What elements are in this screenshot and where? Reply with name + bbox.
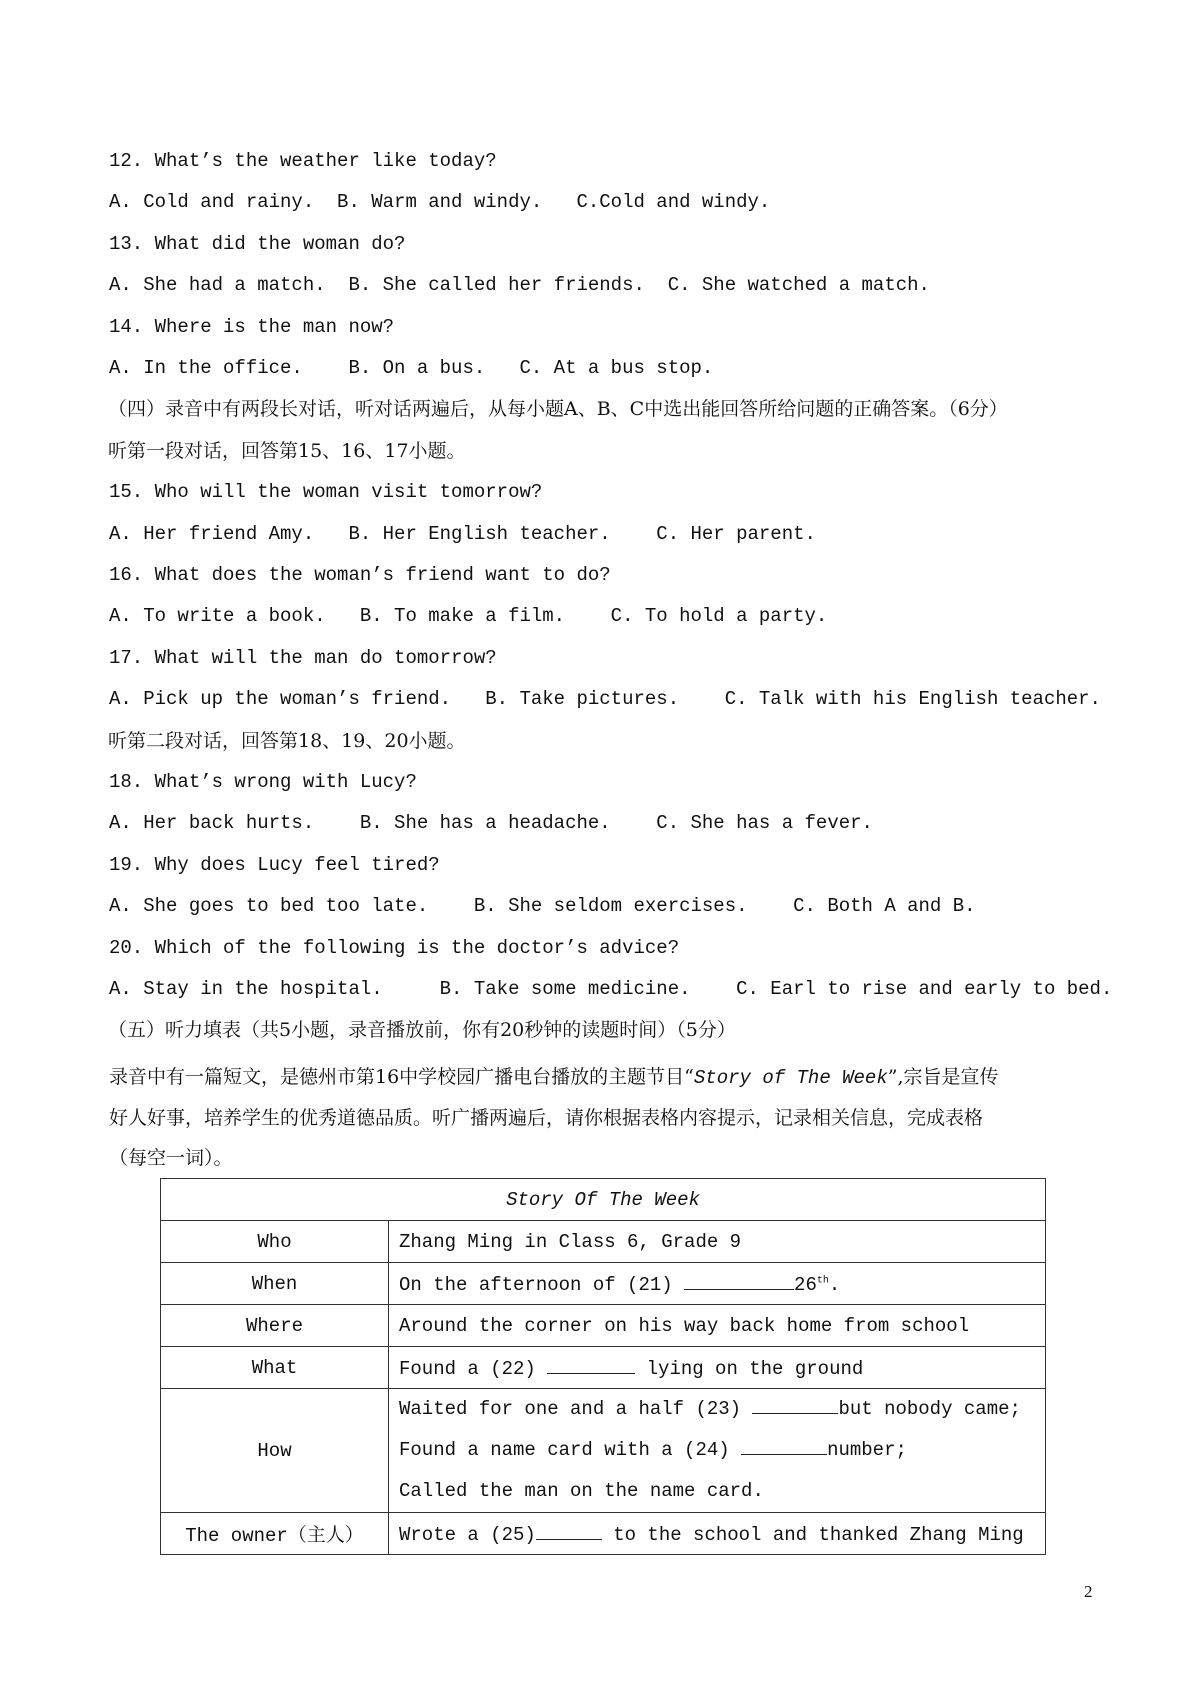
- options-line: A. Her friend Amy. B. Her English teacher. C. Her parent.: [109, 523, 816, 545]
- owner-prefix: Wrote a (25): [399, 1524, 536, 1546]
- what-suffix: lying on the ground: [635, 1358, 864, 1380]
- when-day: 26: [794, 1274, 817, 1296]
- how-line-1: [399, 1389, 1035, 1430]
- section-instruction: 听第一段对话，回答第15、16、17小题。: [108, 440, 466, 462]
- question-line: 19. Why does Lucy feel tired?: [109, 854, 440, 876]
- page-number: 2: [1084, 1582, 1093, 1601]
- section-instruction: （四）录音中有两段长对话，听对话两遍后，从每小题A、B、C中选出能回答所给问题的正确答案。（6分）: [108, 398, 1008, 420]
- options-line: A. She goes to bed too late. B. She seldom exercises. C. Both A and B.: [109, 895, 976, 917]
- blank-25[interactable]: [536, 1521, 602, 1540]
- question-line: 18. What’s wrong with Lucy?: [109, 771, 417, 793]
- what-label: What: [161, 1347, 389, 1389]
- how-line-3: Called the man on the name card.: [399, 1480, 764, 1502]
- options-line: A. Cold and rainy. B. Warm and windy. C.Cold and windy.: [109, 191, 771, 213]
- options-line: A. Her back hurts. B. She has a headache. C. She has a fever.: [109, 812, 873, 834]
- question-line: 17. What will the man do tomorrow?: [109, 647, 497, 669]
- owner-label: The owner（主人）: [161, 1513, 389, 1555]
- table-row: [161, 1221, 1046, 1263]
- section-instruction: 听第二段对话，回答第18、19、20小题。: [108, 730, 466, 752]
- question-line: 15. Who will the woman visit tomorrow?: [109, 481, 543, 503]
- blank-22[interactable]: [547, 1355, 635, 1374]
- options-line: A. To write a book. B. To make a film. C. To hold a party.: [109, 605, 828, 627]
- section-instruction: （五）听力填表（共5小题，录音播放前，你有20秒钟的读题时间）（5分）: [108, 1019, 736, 1041]
- how-line2-suffix: number;: [827, 1439, 907, 1461]
- how-line-2: [399, 1430, 1035, 1471]
- options-line: A. Pick up the woman’s friend. B. Take pictures. C. Talk with his English teacher.: [109, 688, 1101, 710]
- table-row: [161, 1305, 1046, 1347]
- question-line: 12. What’s the weather like today?: [109, 150, 497, 172]
- table-row: [161, 1513, 1046, 1555]
- owner-suffix: to the school and thanked Zhang Ming: [601, 1524, 1024, 1546]
- where-label: Where: [161, 1305, 389, 1347]
- question-line: 13. What did the woman do?: [109, 233, 406, 255]
- options-line: A. Stay in the hospital. B. Take some medicine. C. Earl to rise and early to bed.: [109, 978, 1113, 1000]
- how-line1-prefix: Waited for one and a half (23): [399, 1398, 753, 1420]
- table-title: Story Of The Week: [161, 1179, 1046, 1221]
- section5-intro-line1: [109, 1062, 999, 1093]
- who-value: Zhang Ming in Class 6, Grade 9: [389, 1221, 1046, 1263]
- section5-intro-line3: （每空一词）。: [109, 1147, 233, 1169]
- how-label: How: [161, 1389, 389, 1513]
- when-prefix: On the afternoon of (21): [399, 1274, 685, 1296]
- table-row: [161, 1179, 1046, 1221]
- when-sup: th: [816, 1275, 829, 1287]
- question-line: 20. Which of the following is the doctor’s advice?: [109, 937, 680, 959]
- section5-intro-line2: 好人好事，培养学生的优秀道德品质。听广播两遍后，请你根据表格内容提示，记录相关信息，完成表格: [109, 1107, 984, 1129]
- when-value: [389, 1263, 1046, 1305]
- blank-24[interactable]: [741, 1436, 827, 1455]
- how-line1-suffix: but nobody came;: [838, 1398, 1021, 1420]
- blank-23[interactable]: [752, 1395, 838, 1414]
- when-end: .: [828, 1274, 841, 1296]
- story-table: [160, 1178, 1046, 1555]
- question-line: 16. What does the woman’s friend want to do?: [109, 564, 611, 586]
- options-line: A. She had a match. B. She called her friends. C. She watched a match.: [109, 274, 930, 296]
- intro-text-part1: 录音中有一篇短文，是德州市第16中学校园广播电台播放的主题节目“: [109, 1066, 694, 1088]
- owner-value: [389, 1513, 1046, 1555]
- how-line2-prefix: Found a name card with a (24): [399, 1439, 742, 1461]
- table-row: [161, 1389, 1046, 1513]
- how-value: [389, 1389, 1046, 1513]
- question-line: 14. Where is the man now?: [109, 316, 395, 338]
- where-value: Around the corner on his way back home from school: [389, 1305, 1046, 1347]
- who-label: Who: [161, 1221, 389, 1263]
- table-row: [161, 1263, 1046, 1305]
- blank-21[interactable]: [684, 1271, 794, 1290]
- when-label: When: [161, 1263, 389, 1305]
- options-line: A. In the office. B. On a bus. C. At a bus stop.: [109, 357, 714, 379]
- program-title: Story of The Week: [693, 1067, 888, 1089]
- what-prefix: Found a (22): [399, 1358, 548, 1380]
- table-row: [161, 1347, 1046, 1389]
- intro-text-part2: ”,宗旨是宣传: [887, 1066, 999, 1088]
- what-value: [389, 1347, 1046, 1389]
